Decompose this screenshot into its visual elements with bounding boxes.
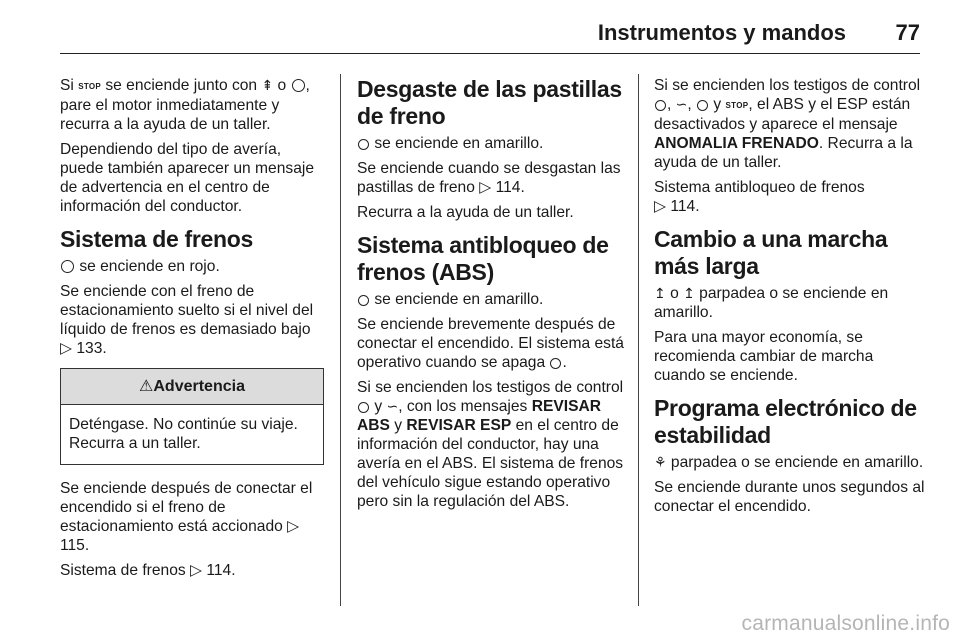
- paragraph-abs-brief: Se enciende brevemente después de conectar el encendido. El sistema está operativo cuando se apaga .: [357, 316, 624, 371]
- page-ref-arrow-icon: ▷: [190, 562, 203, 579]
- abs-icon: [655, 100, 666, 111]
- page-ref-arrow-icon: ▷: [287, 518, 300, 535]
- paragraph-sistema-frenos-ref: Sistema de frenos ▷ 114.: [60, 562, 236, 579]
- paragraph-brake-fluid: Se enciende con el freno de estacionamiento suelto si el nivel del líquido de frenos es demasiado bajo ▷ 133.: [60, 283, 314, 357]
- esp-icon: ∽: [675, 96, 688, 112]
- page-ref-arrow-icon: ▷: [479, 179, 492, 196]
- heading-marcha: Cambio a una marcha más larga: [654, 226, 888, 279]
- shift-up-icon: ↥: [683, 285, 695, 301]
- shift-up-icon: ↥: [654, 285, 666, 301]
- paragraph-pads-yellow: se enciende en amarillo.: [357, 134, 625, 153]
- paragraph-abs-ref: Sistema antibloqueo de frenos ▷ 114.: [654, 179, 865, 215]
- heading-sistema-frenos: Sistema de frenos: [60, 226, 254, 252]
- brake-system-icon: [697, 100, 708, 111]
- warning-header: ⚠Advertencia: [61, 369, 323, 405]
- brake-pad-wear-icon: [358, 139, 369, 150]
- stability-program-icon: ⚘: [654, 454, 667, 470]
- heading-abs: Sistema antibloqueo de frenos (ABS): [357, 232, 609, 285]
- heading-pastillas: Desgaste de las pastillas de freno: [357, 76, 622, 129]
- paragraph-brake-red: se enciende en rojo.: [60, 257, 324, 276]
- running-title: Instrumentos y mandos: [597, 20, 846, 45]
- paragraph-parking-brake: Se enciende después de conectar el encendido si el freno de estacionamiento está accionado ▷ 115.: [60, 480, 313, 554]
- page-ref-arrow-icon: ▷: [654, 198, 666, 215]
- abs-icon: [550, 358, 561, 369]
- paragraph-esp-yellow: ⚘ parpadea o se enciende en amarillo.: [654, 454, 924, 471]
- column-divider-1: [340, 74, 341, 606]
- paragraph-esp-seconds: Se enciende durante unos segundos al conectar el encendido.: [654, 479, 925, 515]
- column-2: [357, 76, 625, 517]
- warning-body: Deténgase. No continúe su viaje. Recurra a un taller.: [69, 416, 298, 452]
- paragraph-economia: Para una mayor economía, se recomienda cambiar de marcha cuando se enciende.: [654, 329, 874, 384]
- paragraph-dependiendo: Dependiendo del tipo de avería, puede también aparecer un mensaje de advertencia en el centro de información del conductor.: [60, 141, 314, 215]
- stop-icon: STOP: [725, 101, 749, 110]
- coolant-temperature-icon: ⇞: [261, 77, 274, 93]
- page-header: [60, 14, 920, 54]
- warning-box: [60, 368, 324, 465]
- warning-triangle-icon: ⚠: [139, 378, 154, 395]
- paragraph-abs-fault: Si se encienden los testigos de control y ∽, con los mensajes REVISAR ABS y REVISAR ESP en el centro de información del conductor, hay una avería en el ABS. El sistema de frenos del vehículo sigue estando operativo pero sin la regulación del ABS.: [357, 379, 624, 510]
- page-ref-arrow-icon: ▷: [60, 340, 72, 357]
- stop-icon: STOP: [78, 82, 102, 91]
- heading-esp: Programa electrónico de estabilidad: [654, 395, 917, 448]
- column-1: [60, 76, 324, 586]
- paragraph-shift-indicator: ↥ o ↥ parpadea o se enciende en amarillo.: [654, 285, 889, 321]
- brake-system-icon: [61, 260, 74, 273]
- abs-icon: [358, 295, 369, 306]
- page-number: 77: [895, 20, 920, 45]
- paragraph-taller: Recurra a la ayuda de un taller.: [357, 204, 574, 221]
- brake-system-icon: [292, 79, 305, 92]
- abs-icon: [358, 402, 369, 413]
- paragraph-pads-worn: Se enciende cuando se desgastan las pastillas de freno ▷ 114.: [357, 160, 621, 196]
- column-divider-2: [638, 74, 639, 606]
- esp-icon: ∽: [386, 398, 399, 414]
- paragraph-abs-esp-off: Si se encienden los testigos de control , ∽, y STOP, el ABS y el ESP están desactivados y aparece el mensaje ANOMALIA FRENADO. Recurra a la ayuda de un taller.: [654, 77, 921, 171]
- paragraph-stop-warning: Si STOP se enciende junto con ⇞ o , pare el motor inmediatamente y recurra a la ayuda de un taller.: [60, 77, 310, 133]
- column-3: [654, 76, 926, 522]
- header-rule: [60, 53, 920, 54]
- paragraph-abs-yellow: se enciende en amarillo.: [357, 290, 625, 309]
- watermark: carmanualsonline.info: [741, 612, 950, 635]
